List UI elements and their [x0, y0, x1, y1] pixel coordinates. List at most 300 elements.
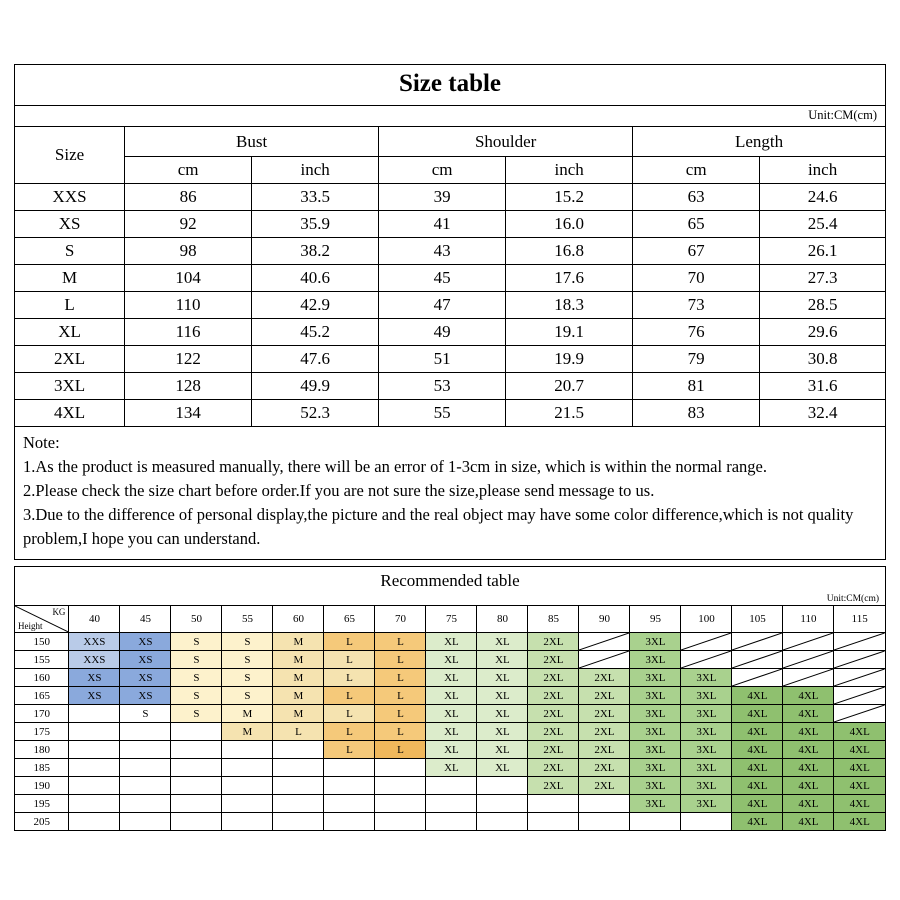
- recommend-cell-170-80: XL: [477, 705, 528, 723]
- recommend-cell-205-95: [630, 813, 681, 831]
- recommend-cell-190-85: 2XL: [528, 777, 579, 795]
- diagonal-strike-icon: [579, 651, 629, 668]
- recommend-cell-205-70: [375, 813, 426, 831]
- recommend-cell-165-70: L: [375, 687, 426, 705]
- recommend-cell-175-105: 4XL: [732, 723, 783, 741]
- cell-shoulder-cm: 51: [379, 346, 506, 373]
- weight-header-90: 90: [579, 606, 630, 633]
- recommend-cell-195-85: [528, 795, 579, 813]
- recommend-cell-190-100: 3XL: [681, 777, 732, 795]
- recommend-cell-160-45: XS: [120, 669, 171, 687]
- cell-bust-cm: 122: [125, 346, 252, 373]
- recommend-cell-155-115: [834, 651, 885, 669]
- cell-shoulder-cm: 41: [379, 211, 506, 238]
- recommend-cell-180-55: [222, 741, 273, 759]
- recommend-cell-190-90: 2XL: [579, 777, 630, 795]
- recommend-cell-165-105: 4XL: [732, 687, 783, 705]
- recommend-cell-180-70: L: [375, 741, 426, 759]
- recommend-cell-165-55: S: [222, 687, 273, 705]
- cell-length-cm: 81: [633, 373, 760, 400]
- weight-header-85: 85: [528, 606, 579, 633]
- recommend-cell-150-85: 2XL: [528, 633, 579, 651]
- weight-header-60: 60: [273, 606, 324, 633]
- recommend-cell-165-115: [834, 687, 885, 705]
- recommend-cell-175-75: XL: [426, 723, 477, 741]
- recommend-cell-150-90: [579, 633, 630, 651]
- recommend-cell-150-75: XL: [426, 633, 477, 651]
- cell-length-inch: 32.4: [760, 400, 885, 427]
- recommend-cell-175-95: 3XL: [630, 723, 681, 741]
- recommend-cell-185-45: [120, 759, 171, 777]
- recommend-cell-205-60: [273, 813, 324, 831]
- cell-length-inch: 25.4: [760, 211, 885, 238]
- diagonal-strike-icon: [681, 651, 731, 668]
- table-row: [15, 346, 885, 373]
- axis-label-kg: KG: [52, 607, 66, 617]
- recommend-cell-195-40: [69, 795, 120, 813]
- cell-shoulder-cm: 39: [379, 184, 506, 211]
- recommend-cell-160-75: XL: [426, 669, 477, 687]
- recommend-cell-160-110: [783, 669, 834, 687]
- recommend-cell-190-65: [324, 777, 375, 795]
- recommend-cell-190-110: 4XL: [783, 777, 834, 795]
- diagonal-strike-icon: [834, 705, 885, 722]
- recommend-cell-150-105: [732, 633, 783, 651]
- recommend-cell-175-80: XL: [477, 723, 528, 741]
- height-header-170: 170: [15, 705, 69, 723]
- cell-length-cm: 70: [633, 265, 760, 292]
- recommend-cell-150-80: XL: [477, 633, 528, 651]
- recommend-cell-185-110: 4XL: [783, 759, 834, 777]
- recommend-cell-150-45: XS: [120, 633, 171, 651]
- recommend-cell-155-50: S: [171, 651, 222, 669]
- weight-header-95: 95: [630, 606, 681, 633]
- recommend-cell-185-70: [375, 759, 426, 777]
- height-header-150: 150: [15, 633, 69, 651]
- recommend-cell-205-85: [528, 813, 579, 831]
- recommend-cell-170-85: 2XL: [528, 705, 579, 723]
- diagonal-strike-icon: [783, 669, 833, 686]
- recommend-cell-165-85: 2XL: [528, 687, 579, 705]
- cell-size: 3XL: [15, 373, 125, 400]
- table-row: [15, 813, 885, 831]
- recommend-cell-155-45: XS: [120, 651, 171, 669]
- recommend-cell-175-45: [120, 723, 171, 741]
- recommend-cell-155-40: XXS: [69, 651, 120, 669]
- recommend-cell-175-70: L: [375, 723, 426, 741]
- weight-header-40: 40: [69, 606, 120, 633]
- recommend-cell-190-50: [171, 777, 222, 795]
- recommend-cell-150-110: [783, 633, 834, 651]
- recommend-cell-185-80: XL: [477, 759, 528, 777]
- recommend-cell-175-65: L: [324, 723, 375, 741]
- recommend-cell-165-60: M: [273, 687, 324, 705]
- recommend-cell-175-90: 2XL: [579, 723, 630, 741]
- recommended-table: [15, 605, 885, 830]
- axis-corner-cell: [15, 606, 69, 633]
- recommend-cell-185-40: [69, 759, 120, 777]
- diagonal-strike-icon: [732, 651, 782, 668]
- height-header-160: 160: [15, 669, 69, 687]
- diagonal-strike-icon: [783, 651, 833, 668]
- recommended-header-row: [15, 606, 885, 633]
- cell-shoulder-inch: 19.9: [506, 346, 633, 373]
- recommend-cell-170-40: [69, 705, 120, 723]
- recommend-cell-180-65: L: [324, 741, 375, 759]
- recommend-cell-205-100: [681, 813, 732, 831]
- recommend-cell-185-75: XL: [426, 759, 477, 777]
- cell-bust-inch: 52.3: [252, 400, 379, 427]
- diagonal-strike-icon: [834, 669, 885, 686]
- cell-length-inch: 28.5: [760, 292, 885, 319]
- recommend-cell-195-65: [324, 795, 375, 813]
- cell-length-inch: 31.6: [760, 373, 885, 400]
- height-header-180: 180: [15, 741, 69, 759]
- cell-shoulder-cm: 53: [379, 373, 506, 400]
- recommend-cell-195-80: [477, 795, 528, 813]
- recommend-cell-170-90: 2XL: [579, 705, 630, 723]
- cell-shoulder-cm: 45: [379, 265, 506, 292]
- header-shoulder: Shoulder: [379, 127, 633, 157]
- cell-bust-inch: 33.5: [252, 184, 379, 211]
- recommend-cell-180-60: [273, 741, 324, 759]
- height-header-185: 185: [15, 759, 69, 777]
- weight-header-50: 50: [171, 606, 222, 633]
- recommend-cell-190-95: 3XL: [630, 777, 681, 795]
- recommended-table-title: Recommended table: [380, 571, 520, 590]
- height-header-190: 190: [15, 777, 69, 795]
- cell-shoulder-inch: 21.5: [506, 400, 633, 427]
- cell-length-inch: 30.8: [760, 346, 885, 373]
- cell-size: S: [15, 238, 125, 265]
- diagonal-strike-icon: [732, 633, 782, 650]
- recommend-cell-195-105: 4XL: [732, 795, 783, 813]
- table-row: [15, 705, 885, 723]
- cell-length-inch: 26.1: [760, 238, 885, 265]
- cell-bust-inch: 47.6: [252, 346, 379, 373]
- recommend-cell-205-65: [324, 813, 375, 831]
- subheader-bust-cm: cm: [125, 157, 252, 184]
- recommend-cell-205-115: 4XL: [834, 813, 885, 831]
- diagonal-strike-icon: [783, 633, 833, 650]
- table-row: [15, 687, 885, 705]
- recommend-cell-160-100: 3XL: [681, 669, 732, 687]
- subheader-shoulder-inch: inch: [506, 157, 633, 184]
- subheader-bust-inch: inch: [252, 157, 379, 184]
- diagonal-strike-icon: [681, 633, 731, 650]
- recommend-cell-165-100: 3XL: [681, 687, 732, 705]
- cell-size: L: [15, 292, 125, 319]
- header-size: Size: [15, 127, 125, 184]
- recommend-cell-160-115: [834, 669, 885, 687]
- height-header-165: 165: [15, 687, 69, 705]
- note-heading: Note:: [23, 433, 60, 452]
- recommend-cell-170-45: S: [120, 705, 171, 723]
- recommend-cell-160-65: L: [324, 669, 375, 687]
- table-row: [15, 651, 885, 669]
- recommend-cell-195-60: [273, 795, 324, 813]
- recommend-cell-190-105: 4XL: [732, 777, 783, 795]
- recommend-cell-195-90: [579, 795, 630, 813]
- recommend-cell-185-65: [324, 759, 375, 777]
- recommend-cell-160-85: 2XL: [528, 669, 579, 687]
- recommend-cell-165-95: 3XL: [630, 687, 681, 705]
- recommend-cell-175-60: L: [273, 723, 324, 741]
- recommend-cell-185-105: 4XL: [732, 759, 783, 777]
- size-table-title: Size table: [15, 65, 885, 106]
- recommend-cell-165-75: XL: [426, 687, 477, 705]
- recommend-cell-195-75: [426, 795, 477, 813]
- cell-length-cm: 63: [633, 184, 760, 211]
- cell-length-cm: 67: [633, 238, 760, 265]
- cell-shoulder-cm: 49: [379, 319, 506, 346]
- recommend-cell-160-80: XL: [477, 669, 528, 687]
- recommend-cell-190-75: [426, 777, 477, 795]
- recommend-cell-180-45: [120, 741, 171, 759]
- recommend-cell-160-50: S: [171, 669, 222, 687]
- recommend-cell-195-55: [222, 795, 273, 813]
- cell-length-inch: 29.6: [760, 319, 885, 346]
- recommended-table-panel: [14, 566, 886, 831]
- weight-header-80: 80: [477, 606, 528, 633]
- weight-header-100: 100: [681, 606, 732, 633]
- table-row: [15, 238, 885, 265]
- table-row: [15, 741, 885, 759]
- recommend-cell-180-95: 3XL: [630, 741, 681, 759]
- weight-header-65: 65: [324, 606, 375, 633]
- recommend-cell-190-45: [120, 777, 171, 795]
- recommend-cell-170-75: XL: [426, 705, 477, 723]
- cell-bust-cm: 92: [125, 211, 252, 238]
- cell-size: XL: [15, 319, 125, 346]
- cell-size: M: [15, 265, 125, 292]
- recommend-cell-195-95: 3XL: [630, 795, 681, 813]
- cell-shoulder-inch: 16.8: [506, 238, 633, 265]
- recommend-cell-190-70: [375, 777, 426, 795]
- recommend-cell-180-115: 4XL: [834, 741, 885, 759]
- cell-size: XXS: [15, 184, 125, 211]
- recommend-cell-175-55: M: [222, 723, 273, 741]
- diagonal-strike-icon: [579, 633, 629, 650]
- size-table-header-row: [15, 127, 885, 157]
- recommend-cell-190-115: 4XL: [834, 777, 885, 795]
- weight-header-110: 110: [783, 606, 834, 633]
- recommend-cell-170-105: 4XL: [732, 705, 783, 723]
- recommend-cell-205-55: [222, 813, 273, 831]
- recommend-cell-160-70: L: [375, 669, 426, 687]
- diagonal-strike-icon: [834, 633, 885, 650]
- table-row: [15, 669, 885, 687]
- recommend-cell-170-55: M: [222, 705, 273, 723]
- recommend-cell-160-95: 3XL: [630, 669, 681, 687]
- recommend-cell-160-105: [732, 669, 783, 687]
- recommend-cell-180-80: XL: [477, 741, 528, 759]
- recommend-cell-180-75: XL: [426, 741, 477, 759]
- recommend-cell-205-50: [171, 813, 222, 831]
- table-row: [15, 759, 885, 777]
- cell-shoulder-cm: 47: [379, 292, 506, 319]
- note-item-2: 2.Please check the size chart before order.If you are not sure the size,please send message to us.: [23, 480, 655, 500]
- recommend-cell-190-55: [222, 777, 273, 795]
- weight-header-55: 55: [222, 606, 273, 633]
- recommend-cell-150-100: [681, 633, 732, 651]
- table-row: [15, 373, 885, 400]
- table-row: [15, 400, 885, 427]
- cell-length-cm: 79: [633, 346, 760, 373]
- recommend-cell-170-60: M: [273, 705, 324, 723]
- recommend-cell-155-55: S: [222, 651, 273, 669]
- header-length: Length: [633, 127, 885, 157]
- recommend-cell-180-110: 4XL: [783, 741, 834, 759]
- recommend-cell-180-90: 2XL: [579, 741, 630, 759]
- recommend-cell-170-110: 4XL: [783, 705, 834, 723]
- cell-bust-cm: 98: [125, 238, 252, 265]
- cell-bust-inch: 49.9: [252, 373, 379, 400]
- recommend-cell-175-50: [171, 723, 222, 741]
- recommend-cell-195-70: [375, 795, 426, 813]
- recommend-cell-155-85: 2XL: [528, 651, 579, 669]
- recommend-cell-160-55: S: [222, 669, 273, 687]
- notes-section: [15, 426, 885, 559]
- recommend-cell-150-50: S: [171, 633, 222, 651]
- cell-shoulder-cm: 55: [379, 400, 506, 427]
- height-header-205: 205: [15, 813, 69, 831]
- table-row: [15, 211, 885, 238]
- cell-bust-cm: 134: [125, 400, 252, 427]
- recommend-cell-170-115: [834, 705, 885, 723]
- recommend-cell-195-110: 4XL: [783, 795, 834, 813]
- recommend-cell-180-100: 3XL: [681, 741, 732, 759]
- recommend-cell-205-75: [426, 813, 477, 831]
- diagonal-strike-icon: [834, 651, 885, 668]
- recommend-cell-175-40: [69, 723, 120, 741]
- recommend-cell-155-60: M: [273, 651, 324, 669]
- recommend-cell-195-100: 3XL: [681, 795, 732, 813]
- recommend-cell-195-115: 4XL: [834, 795, 885, 813]
- recommend-cell-175-110: 4XL: [783, 723, 834, 741]
- recommend-cell-185-115: 4XL: [834, 759, 885, 777]
- cell-bust-cm: 116: [125, 319, 252, 346]
- recommend-cell-165-90: 2XL: [579, 687, 630, 705]
- cell-bust-inch: 42.9: [252, 292, 379, 319]
- cell-size: 2XL: [15, 346, 125, 373]
- recommend-cell-205-80: [477, 813, 528, 831]
- table-row: [15, 633, 885, 651]
- recommend-cell-155-70: L: [375, 651, 426, 669]
- size-table-subheader-row: [15, 157, 885, 184]
- recommend-cell-155-65: L: [324, 651, 375, 669]
- note-item-1: 1.As the product is measured manually, there will be an error of 1-3cm in size, which is within the normal range.: [23, 456, 767, 476]
- recommend-cell-155-110: [783, 651, 834, 669]
- recommend-cell-185-50: [171, 759, 222, 777]
- table-row: [15, 795, 885, 813]
- subheader-shoulder-cm: cm: [379, 157, 506, 184]
- recommend-cell-150-55: S: [222, 633, 273, 651]
- weight-header-115: 115: [834, 606, 885, 633]
- cell-bust-cm: 104: [125, 265, 252, 292]
- recommend-cell-185-55: [222, 759, 273, 777]
- recommend-cell-190-60: [273, 777, 324, 795]
- recommend-cell-205-110: 4XL: [783, 813, 834, 831]
- recommend-cell-205-105: 4XL: [732, 813, 783, 831]
- size-table-panel: [14, 64, 886, 560]
- cell-shoulder-inch: 18.3: [506, 292, 633, 319]
- header-bust: Bust: [125, 127, 379, 157]
- cell-bust-cm: 128: [125, 373, 252, 400]
- recommend-cell-150-70: L: [375, 633, 426, 651]
- cell-bust-cm: 86: [125, 184, 252, 211]
- weight-header-45: 45: [120, 606, 171, 633]
- recommend-cell-155-75: XL: [426, 651, 477, 669]
- recommend-cell-180-105: 4XL: [732, 741, 783, 759]
- height-header-155: 155: [15, 651, 69, 669]
- recommend-cell-185-100: 3XL: [681, 759, 732, 777]
- cell-length-cm: 76: [633, 319, 760, 346]
- recommend-cell-150-115: [834, 633, 885, 651]
- table-row: [15, 292, 885, 319]
- cell-shoulder-inch: 15.2: [506, 184, 633, 211]
- weight-header-70: 70: [375, 606, 426, 633]
- recommend-cell-195-45: [120, 795, 171, 813]
- recommend-cell-170-65: L: [324, 705, 375, 723]
- recommend-cell-165-65: L: [324, 687, 375, 705]
- cell-bust-inch: 38.2: [252, 238, 379, 265]
- recommend-cell-170-100: 3XL: [681, 705, 732, 723]
- recommend-cell-170-70: L: [375, 705, 426, 723]
- cell-length-inch: 24.6: [760, 184, 885, 211]
- recommend-cell-170-50: S: [171, 705, 222, 723]
- recommend-cell-205-45: [120, 813, 171, 831]
- recommend-cell-160-60: M: [273, 669, 324, 687]
- recommend-cell-150-60: M: [273, 633, 324, 651]
- table-row: [15, 777, 885, 795]
- recommend-cell-160-40: XS: [69, 669, 120, 687]
- cell-shoulder-inch: 17.6: [506, 265, 633, 292]
- size-table: [15, 127, 885, 426]
- cell-bust-inch: 35.9: [252, 211, 379, 238]
- weight-header-75: 75: [426, 606, 477, 633]
- cell-shoulder-inch: 16.0: [506, 211, 633, 238]
- recommend-cell-195-50: [171, 795, 222, 813]
- subheader-length-inch: inch: [760, 157, 885, 184]
- cell-length-inch: 27.3: [760, 265, 885, 292]
- size-table-unit: Unit:CM(cm): [15, 106, 885, 127]
- recommend-cell-170-95: 3XL: [630, 705, 681, 723]
- recommended-table-unit: Unit:CM(cm): [826, 594, 879, 604]
- recommend-cell-175-85: 2XL: [528, 723, 579, 741]
- axis-label-height: Height: [18, 621, 43, 631]
- note-item-3: 3.Due to the difference of personal display,the picture and the real object may have some color difference,which is not quality problem,I hope you can understand.: [23, 504, 854, 548]
- recommend-cell-165-50: S: [171, 687, 222, 705]
- recommend-cell-165-40: XS: [69, 687, 120, 705]
- recommend-cell-185-90: 2XL: [579, 759, 630, 777]
- recommend-cell-180-85: 2XL: [528, 741, 579, 759]
- recommend-cell-205-90: [579, 813, 630, 831]
- recommend-cell-160-90: 2XL: [579, 669, 630, 687]
- recommend-cell-175-115: 4XL: [834, 723, 885, 741]
- recommend-cell-180-40: [69, 741, 120, 759]
- cell-shoulder-cm: 43: [379, 238, 506, 265]
- height-header-195: 195: [15, 795, 69, 813]
- cell-length-cm: 73: [633, 292, 760, 319]
- recommend-cell-190-40: [69, 777, 120, 795]
- cell-shoulder-inch: 19.1: [506, 319, 633, 346]
- recommend-cell-155-95: 3XL: [630, 651, 681, 669]
- recommend-cell-155-105: [732, 651, 783, 669]
- table-row: [15, 723, 885, 741]
- recommend-cell-165-80: XL: [477, 687, 528, 705]
- recommend-cell-150-40: XXS: [69, 633, 120, 651]
